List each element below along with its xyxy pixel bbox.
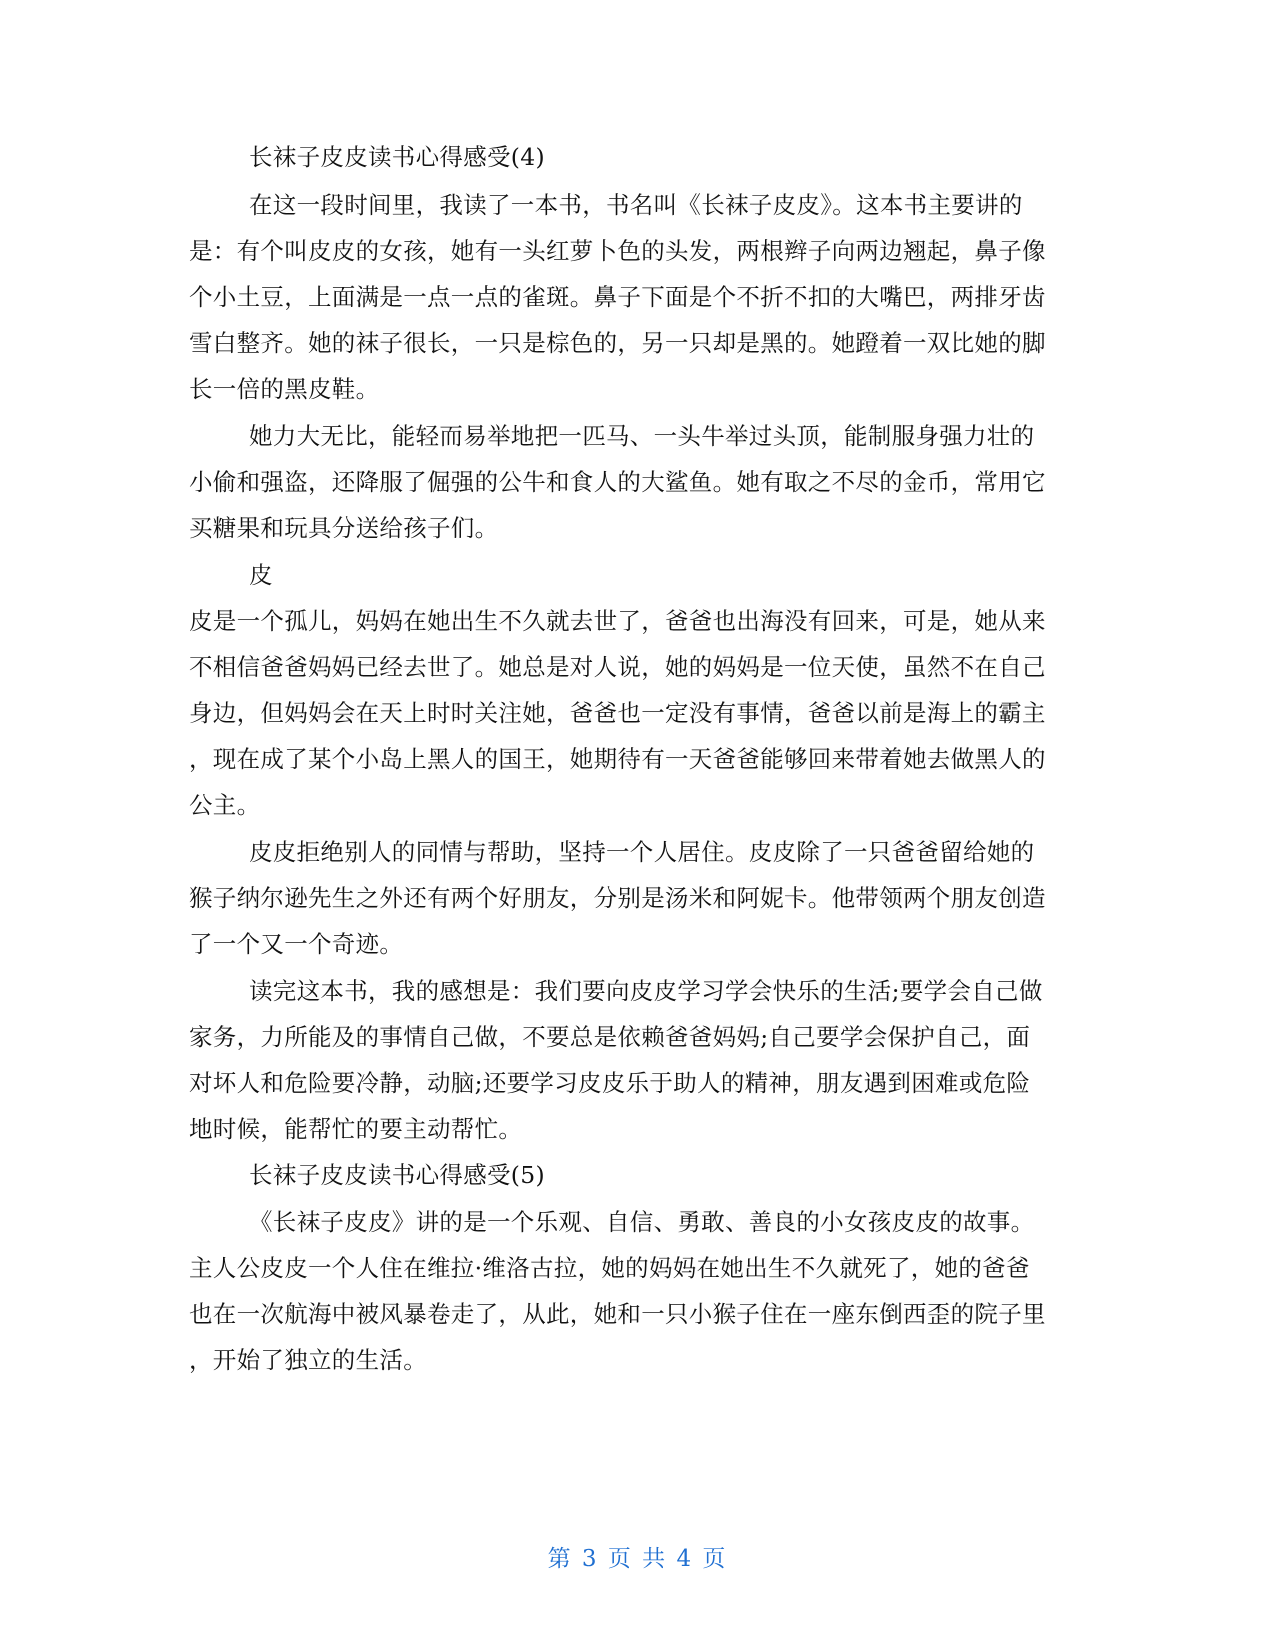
page-number-footer: 第 3 页 共 4 页 (547, 1546, 728, 1572)
paragraph-line: 皮是一个孤儿，妈妈在她出生不久就去世了，爸爸也出海没有回来，可是，她从来 (189, 607, 1046, 635)
paragraph-line: 也在一次航海中被风暴卷走了，从此，她和一只小猴子住在一座东倒西歪的院子里 (189, 1300, 1046, 1328)
paragraph-line: 家务，力所能及的事情自己做，不要总是依赖爸爸妈妈;自己要学会保护自己，面 (189, 1023, 1031, 1051)
paragraph-line: 在这一段时间里，我读了一本书，书名叫《长袜子皮皮》。这本书主要讲的 (249, 191, 1023, 219)
paragraph-line: ，现在成了某个小岛上黑人的国王，她期待有一天爸爸能够回来带着她去做黑人的 (189, 745, 1046, 773)
paragraph-line: 皮皮拒绝别人的同情与帮助，坚持一个人居住。皮皮除了一只爸爸留给她的 (249, 838, 1035, 866)
paragraph-line: 对坏人和危险要冷静，动脑;还要学习皮皮乐于助人的精神，朋友遇到困难或危险 (189, 1069, 1031, 1097)
paragraph-line: 长一倍的黑皮鞋。 (189, 375, 380, 403)
paragraph-line: 公主。 (189, 791, 261, 819)
paragraph-line: 雪白整齐。她的袜子很长，一只是棕色的，另一只却是黑的。她蹬着一双比她的脚 (189, 329, 1046, 357)
section-heading-4: 长袜子皮皮读书心得感受(4) (249, 143, 545, 171)
paragraph-line: 地时候，能帮忙的要主动帮忙。 (189, 1115, 523, 1143)
paragraph-line: 她力大无比，能轻而易举地把一匹马、一头牛举过头顶，能制服身强力壮的 (249, 422, 1035, 450)
paragraph-line: 《长袜子皮皮》讲的是一个乐观、自信、勇敢、善良的小女孩皮皮的故事。 (249, 1208, 1035, 1236)
paragraph-line: 是：有个叫皮皮的女孩，她有一头红萝卜色的头发，两根辫子向两边翘起，鼻子像 (189, 237, 1046, 265)
paragraph-line: ，开始了独立的生活。 (189, 1346, 427, 1374)
paragraph-line: 读完这本书，我的感想是：我们要向皮皮学习学会快乐的生活;要学会自己做 (249, 977, 1043, 1005)
paragraph-line: 买糖果和玩具分送给孩子们。 (189, 514, 499, 542)
paragraph-line: 皮 (249, 561, 273, 589)
paragraph-line: 个小土豆，上面满是一点一点的雀斑。鼻子下面是个不折不扣的大嘴巴，两排牙齿 (189, 283, 1046, 311)
section-heading-5: 长袜子皮皮读书心得感受(5) (249, 1161, 545, 1189)
paragraph-line: 主人公皮皮一个人住在维拉·维洛古拉，她的妈妈在她出生不久就死了，她的爸爸 (189, 1254, 1030, 1282)
paragraph-line: 了一个又一个奇迹。 (189, 930, 404, 958)
paragraph-line: 不相信爸爸妈妈已经去世了。她总是对人说，她的妈妈是一位天使，虽然不在自己 (189, 653, 1046, 681)
paragraph-line: 身边，但妈妈会在天上时时关注她，爸爸也一定没有事情，爸爸以前是海上的霸主 (189, 699, 1046, 727)
paragraph-line: 猴子纳尔逊先生之外还有两个好朋友，分别是汤米和阿妮卡。他带领两个朋友创造 (189, 884, 1046, 912)
paragraph-line: 小偷和强盗，还降服了倔强的公牛和食人的大鲨鱼。她有取之不尽的金币，常用它 (189, 468, 1046, 496)
